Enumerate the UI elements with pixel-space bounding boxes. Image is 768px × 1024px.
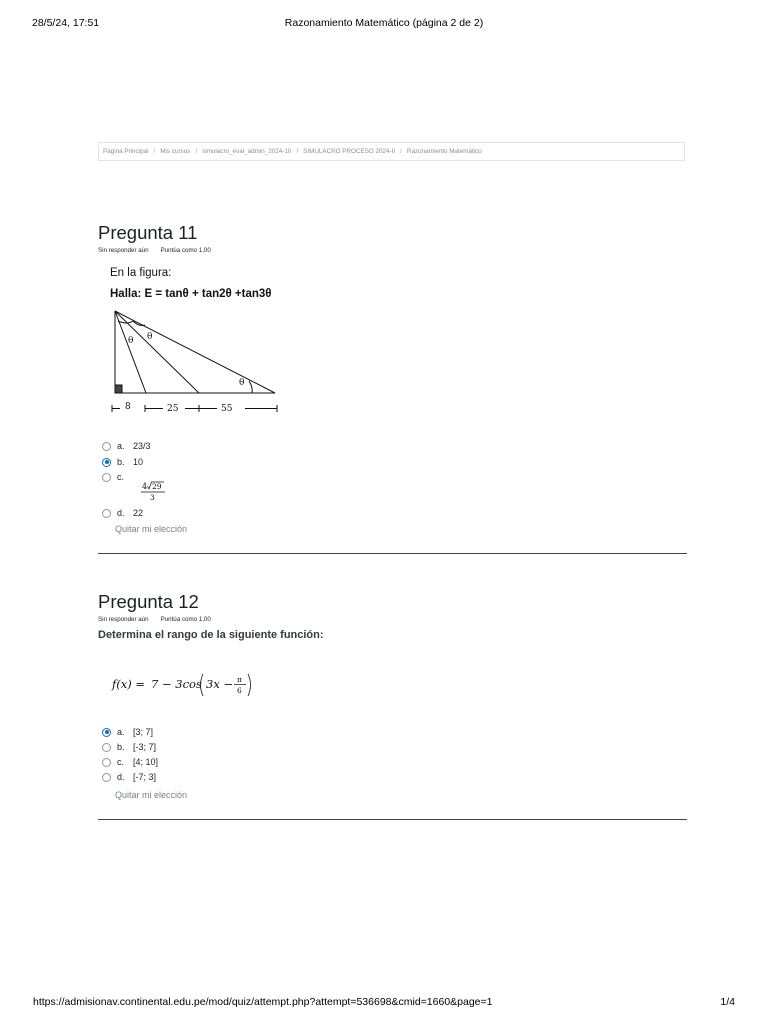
radio-button[interactable] [102, 509, 111, 518]
breadcrumb [98, 142, 685, 161]
print-title: Razonamiento Matemático (página 2 de 2) [284, 17, 484, 29]
question-11-option-c[interactable] [102, 471, 133, 483]
radio-button-selected[interactable] [102, 728, 111, 737]
question-12-status: Sin responder aún [98, 616, 149, 623]
formula-lhs: f(x) = [112, 677, 146, 691]
question-divider [98, 553, 687, 554]
print-footer [0, 996, 768, 1010]
breadcrumb-home[interactable]: Página Principal [103, 148, 149, 155]
question-12-prompt: Determina el rango de la siguiente función: [98, 629, 324, 641]
question-11-info [98, 247, 211, 254]
question-12-option-a[interactable] [102, 726, 153, 738]
breadcrumb-separator: / [296, 148, 299, 155]
radio-button[interactable] [102, 442, 111, 451]
figure-segment-label: 55 [221, 404, 233, 414]
print-header [0, 17, 768, 31]
breadcrumb-separator: / [400, 148, 402, 155]
formula-inner: 3x − [206, 677, 234, 691]
question-12-option-b[interactable] [102, 741, 156, 753]
question-11-mark: Puntúa como 1,00 [160, 247, 211, 254]
option-letter: d. [117, 772, 125, 782]
print-date: 28/5/24, 17:51 [32, 17, 100, 29]
option-text: 10 [133, 457, 144, 467]
figure-angle-label: θ [147, 332, 153, 342]
option-letter: c. [117, 757, 125, 767]
question-11-status: Sin responder aún [98, 247, 149, 254]
question-11-title: Pregunta 11 [98, 222, 198, 243]
breadcrumb-separator: / [153, 148, 156, 155]
breadcrumb-section[interactable]: SIMULACRO PROCESO 2024-II [303, 148, 396, 155]
formula-rhs: 7 − 3cos [151, 677, 202, 691]
question-12-mark: Puntúa como 1,00 [160, 616, 211, 623]
question-12-option-c[interactable] [102, 756, 158, 768]
radio-button[interactable] [102, 473, 111, 482]
question-11-prompt-line1: En la figura: [110, 267, 172, 279]
radio-button[interactable] [102, 743, 111, 752]
option-letter: b. [117, 742, 125, 752]
option-text: 22 [133, 508, 144, 518]
question-11-prompt-line2: Halla: E = tanθ + tan2θ +tan3θ [110, 288, 272, 300]
option-letter: c. [117, 472, 125, 482]
question-12-option-d[interactable] [102, 771, 156, 783]
question-11-option-d[interactable] [102, 507, 143, 519]
radio-button[interactable] [102, 773, 111, 782]
math-coefficient: 4 [142, 482, 148, 491]
question-divider [98, 819, 687, 820]
question-11-clear-choice-link[interactable]: Quitar mi elección [115, 524, 188, 534]
option-letter: a. [117, 727, 125, 737]
math-radicand: 29 [152, 482, 162, 491]
question-12-formula [110, 670, 260, 700]
option-letter: b. [117, 457, 125, 467]
option-text: [-3; 7] [133, 742, 157, 752]
option-text: [4; 10] [133, 757, 159, 767]
formula-fraction-numerator: π [237, 675, 242, 684]
option-text: [-7; 3] [133, 772, 157, 782]
breadcrumb-quiz[interactable]: Razonamiento Matemático [406, 148, 482, 155]
option-text: 23/3 [133, 441, 151, 451]
figure-segment-label: 25 [167, 404, 179, 414]
print-url: https://admisionav.continental.edu.pe/mod/quiz/attempt.php?attempt=536698&cmid=1660&page=1 [33, 996, 493, 1008]
print-page-number: 1/4 [720, 996, 735, 1008]
breadcrumb-separator: / [195, 148, 198, 155]
question-11-option-a[interactable] [102, 440, 151, 452]
radio-button[interactable] [102, 758, 111, 767]
formula-fraction-denominator: 6 [237, 686, 242, 695]
breadcrumb-course[interactable]: simulacro_eval_admin_2024-10 [202, 148, 292, 155]
question-11-figure [105, 305, 285, 417]
figure-angle-label: θ [128, 336, 134, 346]
option-letter: d. [117, 508, 125, 518]
question-12-info [98, 616, 211, 623]
question-11-option-c-math [140, 480, 170, 504]
option-letter: a. [117, 441, 125, 451]
math-denominator: 3 [150, 493, 155, 502]
option-text: [3; 7] [133, 727, 154, 737]
figure-angle-label: θ [239, 378, 245, 388]
radio-button-selected[interactable] [102, 458, 111, 467]
question-12-clear-choice-link[interactable]: Quitar mi elección [115, 790, 188, 800]
figure-segment-label: 8 [125, 402, 131, 412]
question-11-option-b[interactable] [102, 456, 143, 468]
breadcrumb-my-courses[interactable]: Mis cursos [160, 148, 191, 155]
question-12-title: Pregunta 12 [98, 591, 199, 612]
